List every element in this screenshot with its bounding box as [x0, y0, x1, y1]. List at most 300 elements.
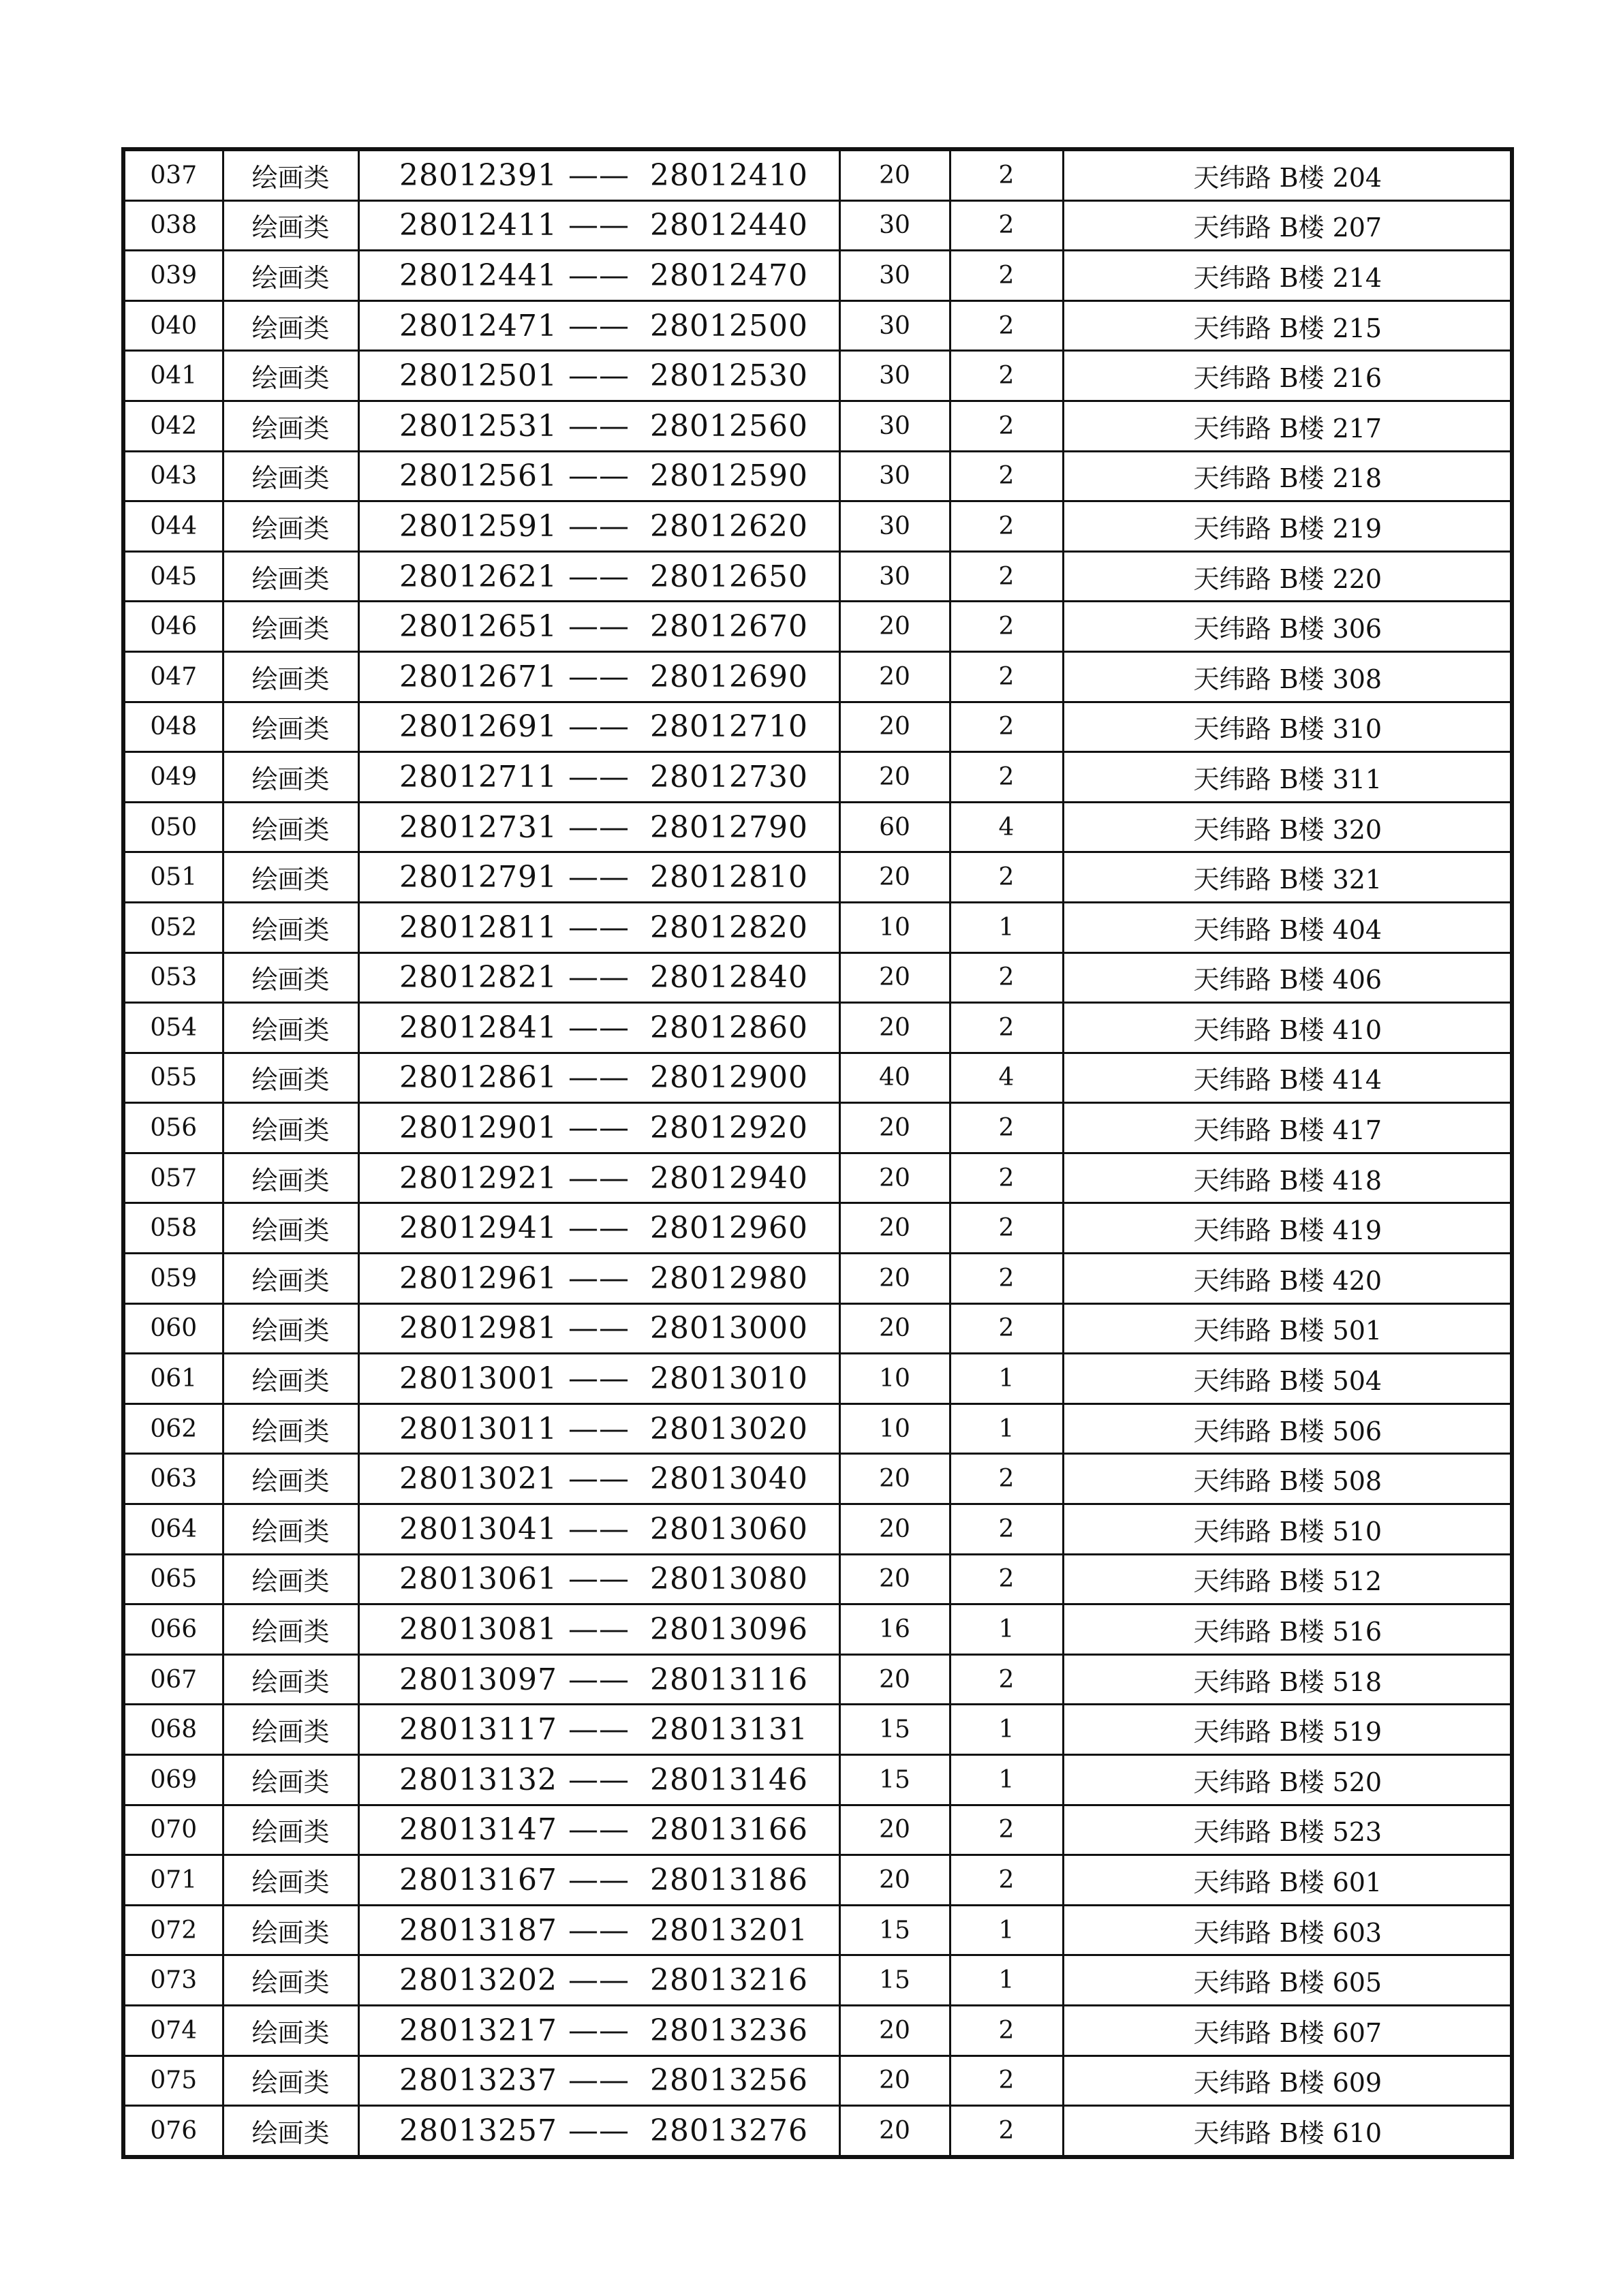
- range-start: 28013257: [399, 2113, 557, 2148]
- category-cell: 绘画类: [223, 1354, 358, 1404]
- proctor-count-cell: 1: [950, 1755, 1063, 1805]
- range-dash: ——: [568, 1111, 630, 1146]
- room-location-cell: 天纬路 B楼 609: [1063, 2055, 1512, 2106]
- table-row: [123, 300, 1512, 351]
- table-row: [123, 1103, 1512, 1153]
- table-row: [123, 1554, 1512, 1604]
- table-row: [123, 852, 1512, 903]
- room-location-cell: 天纬路 B楼 214: [1063, 251, 1512, 301]
- row-number-cell: 044: [123, 501, 223, 552]
- ticket-range-cell: [358, 702, 839, 752]
- category-cell: 绘画类: [223, 1705, 358, 1755]
- table-row: [123, 902, 1512, 952]
- room-location-cell: 天纬路 B楼 501: [1063, 1303, 1512, 1354]
- candidate-count-cell: 20: [839, 1203, 950, 1254]
- range-start: 28013237: [399, 2063, 557, 2098]
- proctor-count-cell: 2: [950, 1454, 1063, 1504]
- ticket-range-cell: [358, 200, 839, 251]
- range-start: 28013041: [399, 1511, 557, 1547]
- row-number-cell: 039: [123, 251, 223, 301]
- range-start: 28012901: [399, 1111, 557, 1146]
- proctor-count-cell: 2: [950, 1303, 1063, 1354]
- range-end: 28012730: [650, 759, 808, 794]
- range-start: 28013187: [399, 1912, 557, 1948]
- candidate-count-cell: 20: [839, 1805, 950, 1855]
- candidate-count-cell: 20: [839, 1855, 950, 1906]
- table-row: [123, 1303, 1512, 1354]
- room-location-cell: 天纬路 B楼 204: [1063, 149, 1512, 200]
- candidate-count-cell: 20: [839, 1103, 950, 1153]
- proctor-count-cell: 1: [950, 902, 1063, 952]
- category-cell: 绘画类: [223, 1504, 358, 1555]
- range-dash: ——: [568, 1411, 630, 1446]
- range-end: 28013216: [650, 1963, 808, 1998]
- candidate-count-cell: 40: [839, 1053, 950, 1103]
- room-location-cell: 天纬路 B楼 523: [1063, 1805, 1512, 1855]
- range-dash: ——: [568, 609, 630, 645]
- table-row: [123, 702, 1512, 752]
- category-cell: 绘画类: [223, 802, 358, 852]
- room-location-cell: 天纬路 B楼 216: [1063, 351, 1512, 401]
- range-dash: ——: [568, 1812, 630, 1848]
- proctor-count-cell: 1: [950, 1403, 1063, 1454]
- ticket-range-cell: [358, 149, 839, 200]
- room-location-cell: 天纬路 B楼 419: [1063, 1203, 1512, 1254]
- category-cell: 绘画类: [223, 1254, 358, 1304]
- table-row: [123, 1604, 1512, 1655]
- proctor-count-cell: 2: [950, 2106, 1063, 2157]
- candidate-count-cell: 30: [839, 351, 950, 401]
- table-row: [123, 2005, 1512, 2055]
- range-end: 28012440: [650, 208, 808, 243]
- table-row: [123, 1955, 1512, 2006]
- candidate-count-cell: 30: [839, 200, 950, 251]
- row-number-cell: 071: [123, 1855, 223, 1906]
- row-number-cell: 042: [123, 401, 223, 451]
- range-start: 28013097: [399, 1662, 557, 1697]
- range-dash: ——: [568, 1010, 630, 1045]
- range-dash: ——: [568, 2063, 630, 2098]
- ticket-range-cell: [358, 501, 839, 552]
- category-cell: 绘画类: [223, 1604, 358, 1655]
- row-number-cell: 067: [123, 1654, 223, 1705]
- category-cell: 绘画类: [223, 1454, 358, 1504]
- row-number-cell: 038: [123, 200, 223, 251]
- range-dash: ——: [568, 1160, 630, 1196]
- row-number-cell: 064: [123, 1504, 223, 1555]
- row-number-cell: 052: [123, 902, 223, 952]
- row-number-cell: 045: [123, 551, 223, 602]
- range-end: 28013146: [650, 1762, 808, 1797]
- room-location-cell: 天纬路 B楼 308: [1063, 651, 1512, 702]
- range-dash: ——: [568, 1963, 630, 1998]
- range-start: 28012941: [399, 1211, 557, 1246]
- room-location-cell: 天纬路 B楼 512: [1063, 1554, 1512, 1604]
- range-start: 28012591: [399, 508, 557, 544]
- proctor-count-cell: 1: [950, 1354, 1063, 1404]
- category-cell: 绘画类: [223, 200, 358, 251]
- candidate-count-cell: 20: [839, 1003, 950, 1053]
- category-cell: 绘画类: [223, 501, 358, 552]
- room-location-cell: 天纬路 B楼 607: [1063, 2005, 1512, 2055]
- row-number-cell: 069: [123, 1755, 223, 1805]
- proctor-count-cell: 2: [950, 1855, 1063, 1906]
- proctor-count-cell: 2: [950, 501, 1063, 552]
- range-end: 28012500: [650, 308, 808, 343]
- range-start: 28012821: [399, 960, 557, 995]
- table-row: [123, 1705, 1512, 1755]
- ticket-range-cell: [358, 1354, 839, 1404]
- ticket-range-cell: [358, 651, 839, 702]
- ticket-range-cell: [358, 2055, 839, 2106]
- range-end: 28012590: [650, 459, 808, 494]
- row-number-cell: 051: [123, 852, 223, 903]
- range-end: 28012810: [650, 860, 808, 895]
- table-row: [123, 401, 1512, 451]
- table-row: [123, 2055, 1512, 2106]
- proctor-count-cell: 2: [950, 451, 1063, 501]
- range-end: 28012920: [650, 1111, 808, 1146]
- range-end: 28012560: [650, 408, 808, 444]
- table-row: [123, 351, 1512, 401]
- room-location-cell: 天纬路 B楼 311: [1063, 752, 1512, 803]
- ticket-range-cell: [358, 1755, 839, 1805]
- range-start: 28012731: [399, 809, 557, 845]
- range-dash: ——: [568, 559, 630, 594]
- ticket-range-cell: [358, 1554, 839, 1604]
- room-location-cell: 天纬路 B楼 418: [1063, 1153, 1512, 1203]
- range-end: 28012470: [650, 258, 808, 293]
- row-number-cell: 043: [123, 451, 223, 501]
- range-end: 28013080: [650, 1562, 808, 1597]
- table-row: [123, 1403, 1512, 1454]
- range-end: 28012710: [650, 709, 808, 745]
- range-dash: ——: [568, 1562, 630, 1597]
- ticket-range-cell: [358, 2106, 839, 2157]
- ticket-range-cell: [358, 1454, 839, 1504]
- proctor-count-cell: 2: [950, 752, 1063, 803]
- range-dash: ——: [568, 1762, 630, 1797]
- room-location-cell: 天纬路 B楼 406: [1063, 952, 1512, 1003]
- range-start: 28013167: [399, 1862, 557, 1897]
- table-row: [123, 1855, 1512, 1906]
- range-end: 28012860: [650, 1010, 808, 1045]
- range-start: 28012391: [399, 157, 557, 193]
- candidate-count-cell: 20: [839, 1303, 950, 1354]
- candidate-count-cell: 20: [839, 2005, 950, 2055]
- range-start: 28012501: [399, 358, 557, 394]
- ticket-range-cell: [358, 1654, 839, 1705]
- candidate-count-cell: 20: [839, 149, 950, 200]
- range-start: 28012621: [399, 559, 557, 594]
- candidate-count-cell: 20: [839, 852, 950, 903]
- range-end: 28013166: [650, 1812, 808, 1848]
- proctor-count-cell: 1: [950, 1955, 1063, 2006]
- room-location-cell: 天纬路 B楼 506: [1063, 1403, 1512, 1454]
- room-location-cell: 天纬路 B楼 610: [1063, 2106, 1512, 2157]
- range-dash: ——: [568, 1662, 630, 1697]
- range-start: 28012921: [399, 1160, 557, 1196]
- room-location-cell: 天纬路 B楼 510: [1063, 1504, 1512, 1555]
- proctor-count-cell: 2: [950, 852, 1063, 903]
- candidate-count-cell: 20: [839, 602, 950, 652]
- ticket-range-cell: [358, 401, 839, 451]
- category-cell: 绘画类: [223, 451, 358, 501]
- range-end: 28012620: [650, 508, 808, 544]
- candidate-count-cell: 10: [839, 1354, 950, 1404]
- range-end: 28012900: [650, 1060, 808, 1096]
- ticket-range-cell: [358, 1003, 839, 1053]
- category-cell: 绘画类: [223, 1654, 358, 1705]
- ticket-range-cell: [358, 1955, 839, 2006]
- range-start: 28013217: [399, 2013, 557, 2048]
- row-number-cell: 065: [123, 1554, 223, 1604]
- range-dash: ——: [568, 1912, 630, 1948]
- candidate-count-cell: 20: [839, 1454, 950, 1504]
- range-dash: ——: [568, 860, 630, 895]
- row-number-cell: 060: [123, 1303, 223, 1354]
- room-location-cell: 天纬路 B楼 520: [1063, 1755, 1512, 1805]
- candidate-count-cell: 20: [839, 2055, 950, 2106]
- range-end: 28013276: [650, 2113, 808, 2148]
- room-location-cell: 天纬路 B楼 218: [1063, 451, 1512, 501]
- table-row: [123, 1504, 1512, 1555]
- room-location-cell: 天纬路 B楼 219: [1063, 501, 1512, 552]
- ticket-range-cell: [358, 1504, 839, 1555]
- row-number-cell: 041: [123, 351, 223, 401]
- category-cell: 绘画类: [223, 952, 358, 1003]
- range-dash: ——: [568, 960, 630, 995]
- candidate-count-cell: 10: [839, 902, 950, 952]
- category-cell: 绘画类: [223, 1955, 358, 2006]
- ticket-range-cell: [358, 1053, 839, 1103]
- range-dash: ——: [568, 1361, 630, 1397]
- table-row: [123, 1053, 1512, 1103]
- proctor-count-cell: 2: [950, 1504, 1063, 1555]
- ticket-range-cell: [358, 1855, 839, 1906]
- proctor-count-cell: 4: [950, 1053, 1063, 1103]
- row-number-cell: 070: [123, 1805, 223, 1855]
- category-cell: 绘画类: [223, 2106, 358, 2157]
- category-cell: 绘画类: [223, 551, 358, 602]
- proctor-count-cell: 2: [950, 1003, 1063, 1053]
- range-start: 28013011: [399, 1411, 557, 1446]
- range-end: 28013020: [650, 1411, 808, 1446]
- category-cell: 绘画类: [223, 1103, 358, 1153]
- ticket-range-cell: [358, 351, 839, 401]
- category-cell: 绘画类: [223, 2055, 358, 2106]
- room-location-cell: 天纬路 B楼 414: [1063, 1053, 1512, 1103]
- row-number-cell: 040: [123, 300, 223, 351]
- table-row: [123, 752, 1512, 803]
- range-dash: ——: [568, 1311, 630, 1346]
- candidate-count-cell: 30: [839, 401, 950, 451]
- range-end: 28013060: [650, 1511, 808, 1547]
- candidate-count-cell: 20: [839, 752, 950, 803]
- range-dash: ——: [568, 1211, 630, 1246]
- range-dash: ——: [568, 709, 630, 745]
- room-location-cell: 天纬路 B楼 508: [1063, 1454, 1512, 1504]
- table-row: [123, 952, 1512, 1003]
- room-location-cell: 天纬路 B楼 215: [1063, 300, 1512, 351]
- table-row: [123, 200, 1512, 251]
- category-cell: 绘画类: [223, 1755, 358, 1805]
- category-cell: 绘画类: [223, 1905, 358, 1955]
- proctor-count-cell: 2: [950, 401, 1063, 451]
- proctor-count-cell: 2: [950, 2005, 1063, 2055]
- row-number-cell: 062: [123, 1403, 223, 1454]
- range-dash: ——: [568, 809, 630, 845]
- category-cell: 绘画类: [223, 1003, 358, 1053]
- room-location-cell: 天纬路 B楼 217: [1063, 401, 1512, 451]
- table-row: [123, 551, 1512, 602]
- row-number-cell: 074: [123, 2005, 223, 2055]
- category-cell: 绘画类: [223, 852, 358, 903]
- table-row: [123, 501, 1512, 552]
- range-start: 28012711: [399, 759, 557, 794]
- room-location-cell: 天纬路 B楼 518: [1063, 1654, 1512, 1705]
- room-location-cell: 天纬路 B楼 220: [1063, 551, 1512, 602]
- category-cell: 绘画类: [223, 1303, 358, 1354]
- range-dash: ——: [568, 308, 630, 343]
- room-location-cell: 天纬路 B楼 603: [1063, 1905, 1512, 1955]
- candidate-count-cell: 10: [839, 1403, 950, 1454]
- range-start: 28012861: [399, 1060, 557, 1096]
- category-cell: 绘画类: [223, 251, 358, 301]
- range-end: 28013040: [650, 1461, 808, 1497]
- ticket-range-cell: [358, 451, 839, 501]
- range-start: 28012841: [399, 1010, 557, 1045]
- room-location-cell: 天纬路 B楼 410: [1063, 1003, 1512, 1053]
- row-number-cell: 061: [123, 1354, 223, 1404]
- room-location-cell: 天纬路 B楼 321: [1063, 852, 1512, 903]
- proctor-count-cell: 1: [950, 1604, 1063, 1655]
- candidate-count-cell: 30: [839, 251, 950, 301]
- candidate-count-cell: 20: [839, 702, 950, 752]
- ticket-range-cell: [358, 1103, 839, 1153]
- row-number-cell: 059: [123, 1254, 223, 1304]
- range-start: 28012441: [399, 258, 557, 293]
- range-dash: ——: [568, 2013, 630, 2048]
- range-dash: ——: [568, 508, 630, 544]
- row-number-cell: 055: [123, 1053, 223, 1103]
- range-end: 28012650: [650, 559, 808, 594]
- row-number-cell: 072: [123, 1905, 223, 1955]
- candidate-count-cell: 15: [839, 1755, 950, 1805]
- range-start: 28012561: [399, 459, 557, 494]
- range-start: 28012961: [399, 1260, 557, 1296]
- range-end: 28013116: [650, 1662, 808, 1697]
- table-row: [123, 651, 1512, 702]
- table-row: [123, 1003, 1512, 1053]
- candidate-count-cell: 20: [839, 2106, 950, 2157]
- category-cell: 绘画类: [223, 1403, 358, 1454]
- room-location-cell: 天纬路 B楼 519: [1063, 1705, 1512, 1755]
- row-number-cell: 075: [123, 2055, 223, 2106]
- row-number-cell: 047: [123, 651, 223, 702]
- ticket-range-cell: [358, 251, 839, 301]
- range-dash: ——: [568, 1612, 630, 1647]
- candidate-count-cell: 20: [839, 1254, 950, 1304]
- ticket-range-cell: [358, 1254, 839, 1304]
- proctor-count-cell: 2: [950, 651, 1063, 702]
- range-start: 28013117: [399, 1712, 557, 1748]
- range-end: 28013236: [650, 2013, 808, 2048]
- room-location-cell: 天纬路 B楼 504: [1063, 1354, 1512, 1404]
- ticket-range-cell: [358, 602, 839, 652]
- range-start: 28013001: [399, 1361, 557, 1397]
- row-number-cell: 048: [123, 702, 223, 752]
- proctor-count-cell: 2: [950, 1554, 1063, 1604]
- table-row: [123, 451, 1512, 501]
- category-cell: 绘画类: [223, 902, 358, 952]
- range-dash: ——: [568, 1712, 630, 1748]
- range-dash: ——: [568, 157, 630, 193]
- room-location-cell: 天纬路 B楼 310: [1063, 702, 1512, 752]
- range-end: 28012840: [650, 960, 808, 995]
- category-cell: 绘画类: [223, 1855, 358, 1906]
- table-row: [123, 1755, 1512, 1805]
- range-start: 28012671: [399, 659, 557, 694]
- proctor-count-cell: 2: [950, 952, 1063, 1003]
- range-end: 28012670: [650, 609, 808, 645]
- candidate-count-cell: 30: [839, 451, 950, 501]
- table-row: [123, 1654, 1512, 1705]
- proctor-count-cell: 2: [950, 1153, 1063, 1203]
- category-cell: 绘画类: [223, 602, 358, 652]
- row-number-cell: 037: [123, 149, 223, 200]
- ticket-range-cell: [358, 2005, 839, 2055]
- table-row: [123, 149, 1512, 200]
- range-start: 28013021: [399, 1461, 557, 1497]
- range-end: 28012960: [650, 1211, 808, 1246]
- range-end: 28012530: [650, 358, 808, 394]
- range-dash: ——: [568, 459, 630, 494]
- candidate-count-cell: 20: [839, 1654, 950, 1705]
- proctor-count-cell: 2: [950, 200, 1063, 251]
- range-dash: ——: [568, 408, 630, 444]
- range-start: 28012791: [399, 860, 557, 895]
- range-end: 28013000: [650, 1311, 808, 1346]
- category-cell: 绘画类: [223, 401, 358, 451]
- table-row: [123, 602, 1512, 652]
- room-location-cell: 天纬路 B楼 601: [1063, 1855, 1512, 1906]
- ticket-range-cell: [358, 1905, 839, 1955]
- category-cell: 绘画类: [223, 2005, 358, 2055]
- range-end: 28012790: [650, 809, 808, 845]
- table-row: [123, 1254, 1512, 1304]
- range-start: 28013147: [399, 1812, 557, 1848]
- proctor-count-cell: 2: [950, 149, 1063, 200]
- candidate-count-cell: 30: [839, 300, 950, 351]
- ticket-range-cell: [358, 802, 839, 852]
- category-cell: 绘画类: [223, 300, 358, 351]
- room-location-cell: 天纬路 B楼 207: [1063, 200, 1512, 251]
- table-row: [123, 1805, 1512, 1855]
- row-number-cell: 076: [123, 2106, 223, 2157]
- ticket-range-cell: [358, 1203, 839, 1254]
- ticket-range-cell: [358, 1805, 839, 1855]
- row-number-cell: 058: [123, 1203, 223, 1254]
- candidate-count-cell: 20: [839, 1554, 950, 1604]
- room-location-cell: 天纬路 B楼 516: [1063, 1604, 1512, 1655]
- range-end: 28012690: [650, 659, 808, 694]
- range-start: 28013081: [399, 1612, 557, 1647]
- ticket-range-cell: [358, 1403, 839, 1454]
- range-end: 28013096: [650, 1612, 808, 1647]
- range-start: 28012471: [399, 308, 557, 343]
- range-start: 28012531: [399, 408, 557, 444]
